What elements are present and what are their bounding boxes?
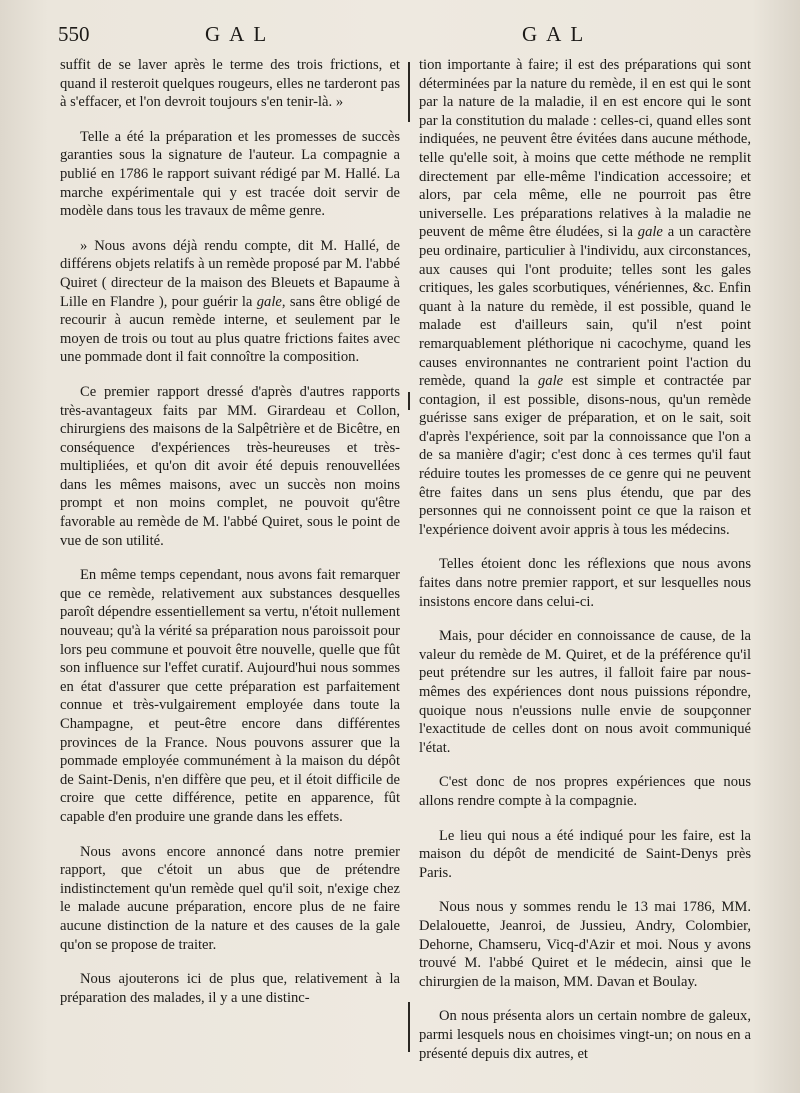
text-run: est simple et contractée par contagion, il est possible, disons-nous, qu'un remède guérisse sans exiger de préparation, et on le sait, soit d'après l'expérience, soit par la connoissance que l'on a de sa manière d'agir; c'est donc à ces termes qu'il faut réduire toutes les promesses de ce genre qui ne peuvent être faites dans un sens plus étendu, que par des personnes qui ne connoissent point ce que la raison et l'expérience doivent avoir appris à tous les médecins. (419, 373, 752, 538)
paragraph: Nous avons encore annoncé dans notre premier rapport, que c'étoit un abus que de prétendre indistinctement qu'un remède quel qu'il soit, n'exige chez le malade aucune préparation, encore plus de ne faire aucune distinction de la nature et des causes de la gale qu'on se propose de traiter. (60, 843, 400, 953)
paragraph: Telle a été la préparation et les promesses de succès garanties sous la signature de l'auteur. La compagnie a publié en 1786 le rapport suivant rédigé par M. Hallé. La marche expérimentale qui y est tracée doit servir de modèle dans tous les travaux de même genre. (60, 128, 400, 220)
paragraph (60, 237, 400, 367)
paragraph: On nous présenta alors un certain nombre de galeux, parmi lesquels nous en choisimes vingt-un; on nous en a présenté depuis dix autres, et (419, 1008, 751, 1062)
text-run: » Nous avons déjà rendu compte, dit M. Hallé, de différens objets relatifs à un remède proposé par M. l'abbé Quiret ( directeur de la maison des Bleuets et Bapaume à Lille en Flandre ), pour guérir la (60, 237, 400, 310)
page-header (0, 22, 800, 54)
paragraph: Telles étoient donc les réflexions que nous avons faites dans notre premier rapport, et sur lesquelles nous insistons encore dans celui-ci. (419, 556, 751, 610)
paragraph: Ce premier rapport dressé d'après d'autres rapports très-avantageux faits par MM. Girardeau et Collon, chirurgiens des maisons de la Salpêtrière et de Bicêtre, en conséquence d'expériences très-heureuses et très-multipliées, et qu'on dit avoir été depuis renouvellées dans les mêmes maisons, avec un succès non moins prompt et non moins complet, ne pouvoit qu'être favorable au remède de M. l'abbé Quiret, sous le point de vue de son utilité. (60, 383, 400, 549)
right-column (419, 56, 751, 1079)
text-run: tion importante à faire; il est des préparations qui sont déterminées par la nature du remède, il en est qui le sont par la nature de la maladie, il en est encore qui le sont par la constitution du malade : celles-ci, quand elles sont indiquées, ne peuvent être évitées dans aucune méthode, telle qu'elle soit, à moins que cette méthode ne remplit directement par elle-même l'indication accessoire; et alors, par cela même, elle ne pourroit pas être universelle. Les préparations relatives à la maladie ne peuvent de même être éludées, si la (419, 57, 751, 241)
text-run: , sans être obligé de recourir à aucun remède interne, et seulement par le moyen de trois ou tout au plus quatre frictions faites avec une pommade dont il fait connoître la composition. (60, 293, 400, 366)
text-run: a un caractère peu ordinaire, particulier à l'individu, aux circonstances, aux causes qui l'ont produite; telles sont les gales critiques, les gales scorbutiques, vénériennes, &c. Enfin quant à la nature du remède, il est possible, quand le malade est d'ailleurs sain, qu'il n'est point remarquablement pléthorique ni cacochyme, quand les causes environnantes ne contrarient point l'action du remède, quand la (419, 224, 752, 390)
italic-term: gale (256, 293, 282, 310)
paragraph: Nous nous y sommes rendu le 13 mai 1786, MM. Delalouette, Jeanroi, de Jussieu, Andry, Colombier, Dehorne, Chamseru, Vicq-d'Azir et moi. Nous y avons trouvé M. l'abbé Quiret et le médecin, ainsi que le chirurgien de la maison, MM. Davan et Boulay. (419, 899, 751, 990)
paragraph: C'est donc de nos propres expériences que nous allons rendre compte à la compagnie. (419, 774, 751, 809)
paragraph: En même temps cependant, nous avons fait remarquer que ce remède, relativement aux substances desquelles paroît dépendre essentiellement sa vertu, n'étoit nullement nouveau; qu'à la vérité sa préparation nous paroissoit pour lors peu commune et pouvoit être nouvelle, quelle que fût son influence sur l'effet curatif. Aujourd'hui nous sommes en état d'assurer que cette préparation est parfaitement connue et très-vulgairement employée dans toute la Champagne, et peut-être encore dans différentes provinces de la France. Nous pouvons assurer que la pommade employée communément à la maison du dépôt de Saint-Denis, n'en diffère que peu, et il étoit difficile de croire que cette différence, petite en apparence, fût capable d'en produire une grande dans les effets. (60, 567, 400, 825)
column-divider (408, 62, 410, 1052)
paragraph: Mais, pour décider en connoissance de cause, de la valeur du remède de M. Quiret, et de la préférence qu'il peut prétendre sur les autres, il falloit faire par nous-mêmes des expériences dont nous puissions répondre, quoique nous n'eussions nulle envie de soupçonner l'exactitude de celles dont on nous avoit communiqué l'état. (419, 628, 751, 756)
left-column (60, 56, 400, 1023)
paragraph: Le lieu qui nous a été indiqué pour les faire, est la maison du dépôt de mendicité de Saint-Denys près Paris. (419, 827, 751, 881)
italic-term: gale (637, 224, 663, 241)
running-head-right: GAL (522, 22, 593, 46)
paragraph: Nous ajouterons ici de plus que, relativement à la préparation des malades, il y a une distinc- (60, 971, 400, 1006)
page-number: 550 (58, 22, 90, 46)
paragraph: suffit de se laver après le terme des trois frictions, et quand il resteroit quelques rougeurs, elles ne tarderont pas à s'effacer, et l'on devroit toujours s'en tenir-là. » (60, 57, 401, 111)
paragraph (419, 56, 751, 539)
running-head-left: GAL (205, 22, 276, 46)
italic-term: gale (537, 373, 564, 390)
